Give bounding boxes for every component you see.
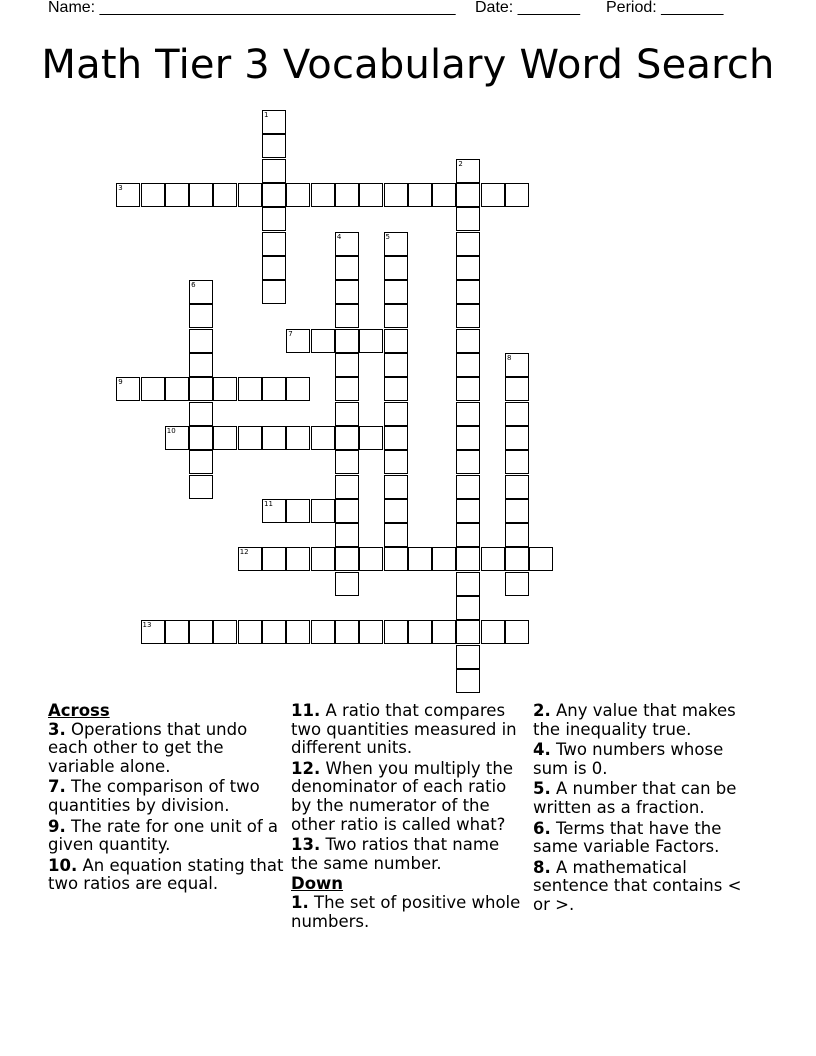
grid-cell[interactable] <box>262 183 286 207</box>
grid-cell[interactable] <box>359 620 383 644</box>
grid-cell[interactable] <box>456 426 480 450</box>
grid-cell[interactable] <box>335 280 359 304</box>
grid-cell[interactable] <box>456 207 480 231</box>
grid-cell[interactable] <box>505 572 529 596</box>
grid-cell[interactable] <box>311 499 335 523</box>
grid-cell[interactable] <box>384 499 408 523</box>
grid-cell[interactable] <box>335 256 359 280</box>
grid-cell[interactable] <box>165 426 189 450</box>
grid-cell[interactable] <box>481 547 505 571</box>
grid-cell[interactable] <box>335 475 359 499</box>
grid-cell[interactable] <box>456 329 480 353</box>
grid-cell[interactable] <box>335 183 359 207</box>
clue-number: 3 <box>118 183 123 192</box>
grid-cell[interactable] <box>384 402 408 426</box>
name-field-label: Name: ________________________________________ <box>48 0 456 16</box>
grid-cell[interactable] <box>286 329 310 353</box>
clue-number: 11 <box>264 499 273 508</box>
grid-cell[interactable] <box>456 159 480 183</box>
grid-cell[interactable] <box>456 256 480 280</box>
grid-cell[interactable] <box>384 547 408 571</box>
grid-cell[interactable] <box>335 426 359 450</box>
grid-cell[interactable] <box>456 280 480 304</box>
grid-cell[interactable] <box>359 183 383 207</box>
clue-number: 8 <box>507 354 512 362</box>
grid-cell[interactable] <box>335 547 359 571</box>
clue-number: 7 <box>288 329 293 338</box>
grid-cell[interactable] <box>286 377 310 401</box>
clue-down-1: 1. The set of positive whole numbers. <box>291 892 521 931</box>
grid-cell[interactable] <box>311 183 335 207</box>
clue-across-10: 10. An equation stating that two ratios are equal. <box>48 855 284 894</box>
grid-cell[interactable] <box>505 426 529 450</box>
grid-cell[interactable] <box>456 402 480 426</box>
grid-cell[interactable] <box>165 377 189 401</box>
grid-cell[interactable] <box>262 620 286 644</box>
grid-cell[interactable] <box>311 426 335 450</box>
grid-cell[interactable] <box>384 280 408 304</box>
date-field-label: Date: _______ <box>475 0 580 16</box>
grid-cell[interactable] <box>189 475 213 499</box>
grid-cell[interactable] <box>189 304 213 328</box>
grid-cell[interactable] <box>189 402 213 426</box>
grid-cell[interactable] <box>408 547 432 571</box>
clue-number: 1 <box>264 111 269 119</box>
grid-cell[interactable] <box>262 377 286 401</box>
grid-cell[interactable] <box>456 645 480 669</box>
grid-cell[interactable] <box>238 377 262 401</box>
clues-column-2 <box>291 702 529 933</box>
grid-cell[interactable] <box>384 523 408 547</box>
grid-cell[interactable] <box>311 547 335 571</box>
grid-cell[interactable] <box>505 377 529 401</box>
grid-cell[interactable] <box>238 426 262 450</box>
grid-cell[interactable] <box>189 377 213 401</box>
grid-cell[interactable] <box>335 377 359 401</box>
grid-cell[interactable] <box>456 377 480 401</box>
grid-cell[interactable] <box>384 377 408 401</box>
grid-cell[interactable] <box>335 353 359 377</box>
grid-cell[interactable] <box>141 620 165 644</box>
grid-cell[interactable] <box>408 183 432 207</box>
grid-cell[interactable] <box>213 377 237 401</box>
grid-cell[interactable] <box>262 110 286 134</box>
grid-cell[interactable] <box>286 547 310 571</box>
clue-number: 2 <box>458 159 463 168</box>
grid-cell[interactable] <box>359 329 383 353</box>
grid-cell[interactable] <box>384 183 408 207</box>
clue-number: 6 <box>191 281 196 290</box>
grid-cell[interactable] <box>456 620 480 644</box>
clue-number: 10 <box>166 426 176 435</box>
grid-cell[interactable] <box>384 256 408 280</box>
period-field-label: Period: _______ <box>606 0 724 16</box>
grid-cell[interactable] <box>505 450 529 474</box>
grid-cell[interactable] <box>384 426 408 450</box>
grid-cell[interactable] <box>335 402 359 426</box>
clue-down-8: 8. A mathematical sentence that contains < or >. <box>533 857 742 914</box>
grid-cell[interactable] <box>238 183 262 207</box>
grid-cell[interactable] <box>335 232 359 256</box>
grid-cell[interactable] <box>456 669 480 693</box>
grid-cell[interactable] <box>311 329 335 353</box>
clue-down-5: 5. A number that can be written as a fraction. <box>533 779 737 817</box>
grid-cell[interactable] <box>262 256 286 280</box>
grid-cell[interactable] <box>505 547 529 571</box>
grid-cell[interactable] <box>456 232 480 256</box>
grid-cell[interactable] <box>238 620 262 644</box>
grid-cell[interactable] <box>505 183 529 207</box>
grid-cell[interactable] <box>505 620 529 644</box>
clue-across-11: 11. A ratio that compares two quantities measured in different units. <box>291 701 517 758</box>
grid-cell[interactable] <box>456 596 480 620</box>
grid-cell[interactable] <box>286 426 310 450</box>
grid-cell[interactable] <box>262 159 286 183</box>
grid-cell[interactable] <box>481 183 505 207</box>
grid-cell[interactable] <box>262 547 286 571</box>
grid-cell[interactable] <box>505 402 529 426</box>
clue-number: 9 <box>118 378 123 387</box>
grid-cell[interactable] <box>335 450 359 474</box>
grid-cell[interactable] <box>384 620 408 644</box>
grid-cell[interactable] <box>432 620 456 644</box>
grid-cell[interactable] <box>456 475 480 499</box>
clue-across-12: 12. When you multiply the denominator of each ratio by the numerator of the other ratio is called what? <box>291 758 513 834</box>
grid-cell[interactable] <box>189 280 213 304</box>
grid-cell[interactable] <box>384 232 408 256</box>
grid-cell[interactable] <box>262 207 286 231</box>
grid-cell[interactable] <box>432 547 456 571</box>
grid-cell[interactable] <box>505 353 529 377</box>
clue-across-3: 3. Operations that undo each other to get the variable alone. <box>48 719 248 776</box>
grid-cell[interactable] <box>456 183 480 207</box>
grid-cell[interactable] <box>189 183 213 207</box>
grid-cell[interactable] <box>505 523 529 547</box>
grid-cell[interactable] <box>262 280 286 304</box>
grid-cell[interactable] <box>189 620 213 644</box>
clue-across-7: 7. The comparison of two quantities by division. <box>48 777 260 815</box>
grid-cell[interactable] <box>456 450 480 474</box>
grid-cell[interactable] <box>262 426 286 450</box>
grid-cell[interactable] <box>189 353 213 377</box>
grid-cell[interactable] <box>335 523 359 547</box>
grid-cell[interactable] <box>456 304 480 328</box>
clue-down-2: 2. Any value that makes the inequality true. <box>533 701 736 739</box>
clues-column-3 <box>533 702 753 917</box>
grid-cell[interactable] <box>141 183 165 207</box>
clue-number: 4 <box>336 232 342 241</box>
grid-cell[interactable] <box>262 499 286 523</box>
grid-cell[interactable] <box>165 183 189 207</box>
clue-down-6: 6. Terms that have the same variable Factors. <box>533 818 722 857</box>
grid-cell[interactable] <box>359 547 383 571</box>
grid-cell[interactable] <box>141 377 165 401</box>
grid-cell[interactable] <box>286 183 310 207</box>
grid-cell[interactable] <box>262 134 286 158</box>
grid-cell[interactable] <box>335 499 359 523</box>
grid-cell[interactable] <box>505 499 529 523</box>
grid-cell[interactable] <box>456 572 480 596</box>
grid-cell[interactable] <box>456 523 480 547</box>
grid-cell[interactable] <box>456 499 480 523</box>
grid-cell[interactable] <box>384 329 408 353</box>
grid-cell[interactable] <box>359 426 383 450</box>
grid-cell[interactable] <box>213 426 237 450</box>
page-title: Math Tier 3 Vocabulary Word Search <box>41 42 775 88</box>
grid-cell[interactable] <box>408 620 432 644</box>
across-heading: Across <box>48 701 110 720</box>
clues-column-1 <box>48 702 284 896</box>
grid-cell[interactable] <box>384 304 408 328</box>
grid-cell[interactable] <box>286 620 310 644</box>
grid-cell[interactable] <box>529 547 553 571</box>
grid-cell[interactable] <box>432 183 456 207</box>
grid-cell[interactable] <box>116 377 140 401</box>
grid-cell[interactable] <box>335 572 359 596</box>
grid-cell[interactable] <box>481 620 505 644</box>
grid-cell[interactable] <box>165 620 189 644</box>
grid-cell[interactable] <box>384 450 408 474</box>
grid-cell[interactable] <box>456 547 480 571</box>
clue-across-9: 9. The rate for one unit of a given quantity. <box>48 816 279 855</box>
grid-cell[interactable] <box>262 232 286 256</box>
grid-cell[interactable] <box>335 304 359 328</box>
grid-cell[interactable] <box>311 620 335 644</box>
clue-number: 13 <box>142 621 152 630</box>
grid-cell[interactable] <box>505 475 529 499</box>
grid-cell[interactable] <box>189 450 213 474</box>
clue-number: 5 <box>385 232 390 241</box>
grid-cell[interactable] <box>384 475 408 499</box>
grid-cell[interactable] <box>116 183 140 207</box>
grid-cell[interactable] <box>213 183 237 207</box>
grid-cell[interactable] <box>238 547 262 571</box>
grid-cell[interactable] <box>213 620 237 644</box>
grid-cell[interactable] <box>335 329 359 353</box>
grid-cell[interactable] <box>456 353 480 377</box>
clue-across-13: 13. Two ratios that name the same number. <box>291 835 500 873</box>
grid-cell[interactable] <box>189 329 213 353</box>
grid-cell[interactable] <box>335 620 359 644</box>
down-heading: Down <box>291 874 344 894</box>
grid-cell[interactable] <box>384 353 408 377</box>
grid-cell[interactable] <box>189 426 213 450</box>
grid-cell[interactable] <box>286 499 310 523</box>
clue-down-4: 4. Two numbers whose sum is 0. <box>533 740 724 778</box>
clue-number: 12 <box>239 548 249 557</box>
